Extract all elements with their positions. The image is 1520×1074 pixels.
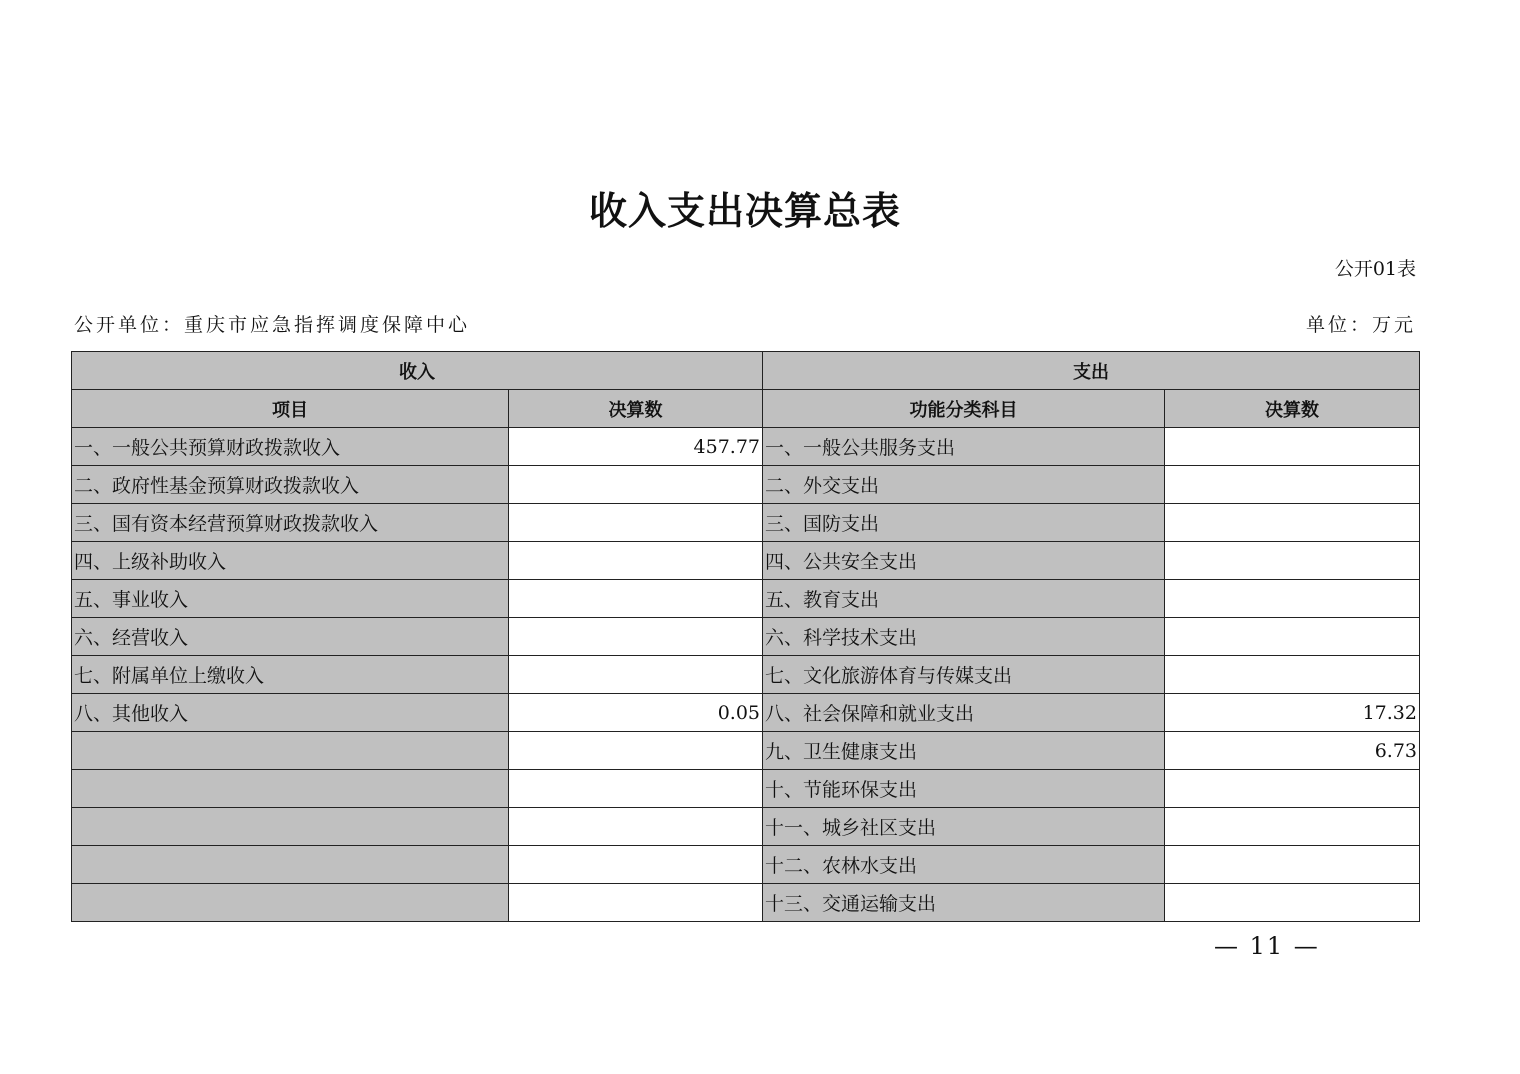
table-row [72, 542, 1420, 580]
table-row [72, 428, 1420, 466]
expense-item-cell: 八、社会保障和就业支出 [763, 694, 1165, 732]
income-amount-cell: 0.05 [509, 694, 763, 732]
income-amount-cell [509, 770, 763, 808]
income-amount-cell [509, 656, 763, 694]
table-row [72, 466, 1420, 504]
income-header: 收入 [72, 352, 763, 390]
expense-item-cell: 七、文化旅游体育与传媒支出 [763, 656, 1165, 694]
expense-amount-cell [1165, 656, 1420, 694]
expense-header: 支出 [763, 352, 1420, 390]
expense-item-cell: 十一、城乡社区支出 [763, 808, 1165, 846]
income-item-cell [72, 884, 509, 922]
table-row [72, 618, 1420, 656]
table-row [72, 656, 1420, 694]
budget-table [71, 351, 1420, 922]
income-amount-cell [509, 732, 763, 770]
expense-amount-cell [1165, 466, 1420, 504]
income-item-cell: 八、其他收入 [72, 694, 509, 732]
expense-amount-cell [1165, 542, 1420, 580]
expense-item-cell: 一、一般公共服务支出 [763, 428, 1165, 466]
expense-item-cell: 六、科学技术支出 [763, 618, 1165, 656]
expense-amount-cell [1165, 504, 1420, 542]
column-header-income-item: 项目 [72, 390, 509, 428]
reporting-unit: 公开单位：重庆市应急指挥调度保障中心 [74, 314, 471, 336]
page-title: 收入支出决算总表 [588, 188, 901, 233]
table-group-header-row [72, 352, 1420, 390]
income-amount-cell [509, 542, 763, 580]
expense-amount-cell [1165, 770, 1420, 808]
income-item-cell [72, 770, 509, 808]
table-body [72, 428, 1420, 922]
income-item-cell: 三、国有资本经营预算财政拨款收入 [72, 504, 509, 542]
expense-item-cell: 三、国防支出 [763, 504, 1165, 542]
expense-amount-cell [1165, 618, 1420, 656]
expense-amount-cell [1165, 428, 1420, 466]
expense-amount-cell [1165, 580, 1420, 618]
income-amount-cell [509, 884, 763, 922]
income-amount-cell [509, 466, 763, 504]
table-row [72, 504, 1420, 542]
expense-amount-cell [1165, 884, 1420, 922]
expense-item-cell: 十三、交通运输支出 [763, 884, 1165, 922]
expense-amount-cell: 17.32 [1165, 694, 1420, 732]
income-amount-cell [509, 618, 763, 656]
income-amount-cell [509, 580, 763, 618]
column-header-income-amount: 决算数 [509, 390, 763, 428]
expense-amount-cell [1165, 846, 1420, 884]
income-item-cell [72, 846, 509, 884]
column-header-expense-item: 功能分类科目 [763, 390, 1165, 428]
expense-item-cell: 十二、农林水支出 [763, 846, 1165, 884]
table-row [72, 732, 1420, 770]
table-column-header-row [72, 390, 1420, 428]
income-item-cell: 六、经营收入 [72, 618, 509, 656]
column-header-expense-amount: 决算数 [1165, 390, 1420, 428]
expense-amount-cell: 6.73 [1165, 732, 1420, 770]
expense-item-cell: 二、外交支出 [763, 466, 1165, 504]
expense-item-cell: 十、节能环保支出 [763, 770, 1165, 808]
income-item-cell: 二、政府性基金预算财政拨款收入 [72, 466, 509, 504]
table-row [72, 580, 1420, 618]
income-item-cell: 七、附属单位上缴收入 [72, 656, 509, 694]
income-item-cell [72, 808, 509, 846]
income-item-cell: 一、一般公共预算财政拨款收入 [72, 428, 509, 466]
income-amount-cell: 457.77 [509, 428, 763, 466]
expense-amount-cell [1165, 808, 1420, 846]
income-amount-cell [509, 846, 763, 884]
currency-unit: 单位：万元 [1305, 314, 1416, 336]
table-row [72, 694, 1420, 732]
expense-item-cell: 五、教育支出 [763, 580, 1165, 618]
expense-item-cell: 四、公共安全支出 [763, 542, 1165, 580]
form-code: 公开01表 [1334, 258, 1416, 280]
table-row [72, 770, 1420, 808]
expense-item-cell: 九、卫生健康支出 [763, 732, 1165, 770]
income-item-cell [72, 732, 509, 770]
table-row [72, 808, 1420, 846]
page-number: — 11 — [1214, 932, 1320, 960]
table-row [72, 884, 1420, 922]
table-row [72, 846, 1420, 884]
income-amount-cell [509, 808, 763, 846]
income-item-cell: 四、上级补助收入 [72, 542, 509, 580]
income-item-cell: 五、事业收入 [72, 580, 509, 618]
income-amount-cell [509, 504, 763, 542]
